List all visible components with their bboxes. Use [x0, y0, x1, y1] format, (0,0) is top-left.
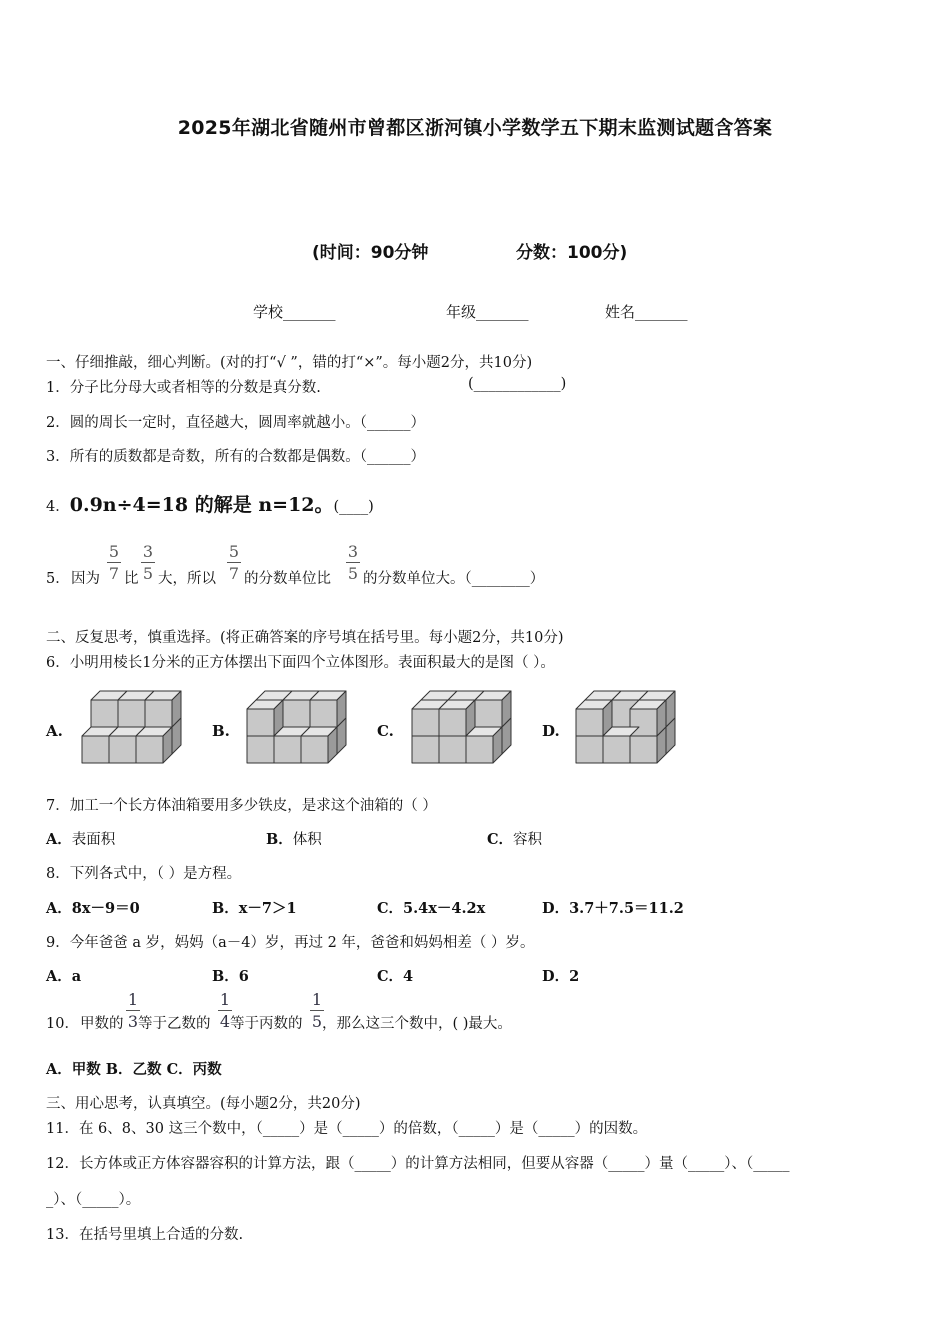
question-10-text-b: 等于乙数的	[138, 1016, 211, 1032]
fraction-1-3: 1 3	[127, 990, 139, 1031]
question-5-text-a: 因为	[71, 571, 100, 587]
question-8	[46, 862, 241, 883]
section-1-heading: 一、仔细推敲，细心判断。(对的打“√ ”，错的打“×”。每小题2分，共10分)	[46, 355, 533, 371]
question-1	[46, 376, 321, 397]
question-number: 3．	[46, 449, 70, 465]
question-5-number: 5．	[46, 571, 70, 587]
option-c-label[interactable]: C.	[377, 722, 394, 740]
option-a-label[interactable]: A.	[46, 722, 63, 740]
section-3-heading: 三、用心思考，认真填空。(每小题2分，共20分)	[46, 1096, 361, 1112]
question-5-text-c: 大，所以	[158, 571, 216, 587]
question-number: 8．	[46, 866, 70, 882]
name-field[interactable]: 姓名_______	[605, 303, 688, 321]
question-number: 4．	[46, 499, 70, 515]
fraction-3-5: 3 5	[347, 542, 359, 583]
exam-score: 分数：100分)	[516, 243, 628, 263]
option-d-label[interactable]: D.	[542, 722, 560, 740]
question-number: 1．	[46, 380, 70, 396]
question-12	[46, 1152, 789, 1173]
q10-options[interactable]: A．甲数 B．乙数 C．丙数	[46, 1061, 222, 1078]
q7-option-b[interactable]: B．体积	[266, 831, 322, 848]
section-2-heading: 二、反复思考，慎重选择。(将正确答案的序号填在括号里。每小题2分，共10分)	[46, 630, 564, 646]
fraction-1-5: 1 5	[311, 990, 323, 1031]
fraction-5-7: 5 7	[228, 542, 240, 583]
question-4	[46, 490, 374, 517]
question-3	[46, 445, 425, 466]
question-number: 13．	[46, 1227, 79, 1243]
question-text: 在 6、8、30 这三个数中，（_____）是（_____）的倍数，（_____）是（_____）的因数。	[78, 1121, 648, 1137]
question-12-continued: _）、（_____）。	[46, 1192, 141, 1208]
option-b-label[interactable]: B.	[212, 722, 230, 740]
question-9	[46, 931, 535, 952]
question-1-blank[interactable]: (____________)	[468, 376, 567, 392]
exam-time: (时间：90分钟	[312, 243, 429, 263]
question-2	[46, 411, 425, 432]
q8-option-c[interactable]: C．5.4x－4.2x	[377, 900, 486, 917]
q8-option-d[interactable]: D．3.7＋7.5＝11.2	[542, 900, 684, 917]
question-10-text-c: 等于丙数的	[230, 1016, 303, 1032]
grade-field[interactable]: 年级_______	[446, 303, 529, 321]
question-text: 下列各式中，（ ）是方程。	[69, 866, 242, 882]
question-5-text-b: 比	[124, 571, 139, 587]
question-4-blank[interactable]: (____)	[333, 499, 374, 515]
fraction-5-7: 5 7	[108, 542, 120, 583]
question-number: 12．	[46, 1156, 79, 1172]
figure-d-cubes	[572, 686, 682, 776]
question-text: 分子比分母大或者相等的分数是真分数.	[69, 380, 321, 396]
question-number: 11．	[46, 1121, 79, 1137]
q8-option-a[interactable]: A．8x－9＝0	[46, 900, 140, 917]
figure-a-cubes	[78, 686, 188, 776]
question-text: 小明用棱长1分米的正方体摆出下面四个立体图形。表面积最大的是图（ ）。	[69, 655, 555, 671]
question-text: 0.9n÷4=18 的解是 n=12。	[69, 494, 334, 516]
school-field[interactable]: 学校_______	[253, 303, 336, 321]
question-11	[46, 1117, 647, 1138]
question-5-text-e: 的分数单位大。（________）	[363, 571, 545, 587]
q7-option-c[interactable]: C．容积	[487, 831, 543, 848]
q9-option-a[interactable]: A．a	[46, 968, 82, 985]
figure-c-cubes	[408, 686, 518, 776]
question-5-text-d: 的分数单位比	[244, 571, 331, 587]
question-text: 所有的质数都是奇数，所有的合数都是偶数。（______）	[69, 449, 425, 465]
question-10-text-a: 甲数的	[80, 1016, 124, 1032]
question-text: 在括号里填上合适的分数.	[78, 1227, 244, 1243]
fraction-1-4: 1 4	[219, 990, 231, 1031]
question-text: 加工一个长方体油箱要用多少铁皮，是求这个油箱的（ ）	[69, 798, 437, 814]
page-title: 2025年湖北省随州市曾都区浙河镇小学数学五下期末监测试题含答案	[177, 117, 773, 139]
question-text: 今年爸爸 a 岁，妈妈（a－4）岁，再过 2 年，爸爸和妈妈相差（ ）岁。	[69, 935, 535, 951]
question-7	[46, 794, 437, 815]
question-10-text-d: ，那么这三个数中，( )最大。	[322, 1016, 512, 1032]
question-number: 7．	[46, 798, 70, 814]
question-10-number: 10．	[46, 1016, 79, 1032]
question-text: 长方体或正方体容器容积的计算方法，跟（_____）的计算方法相同，但要从容器（_____）量（_____）、（_____	[78, 1156, 790, 1172]
question-number: 2．	[46, 415, 70, 431]
question-13	[46, 1223, 243, 1244]
q7-option-a[interactable]: A．表面积	[46, 831, 116, 848]
q9-option-b[interactable]: B．6	[212, 968, 249, 985]
q8-option-b[interactable]: B．x－7＞1	[212, 900, 297, 917]
q9-option-d[interactable]: D．2	[542, 968, 580, 985]
fraction-3-5: 3 5	[142, 542, 154, 583]
question-number: 6．	[46, 655, 70, 671]
question-text: 圆的周长一定时，直径越大，圆周率就越小。（______）	[69, 415, 425, 431]
figure-b-cubes	[243, 686, 353, 776]
q9-option-c[interactable]: C．4	[377, 968, 414, 985]
question-number: 9．	[46, 935, 70, 951]
question-6	[46, 651, 555, 672]
